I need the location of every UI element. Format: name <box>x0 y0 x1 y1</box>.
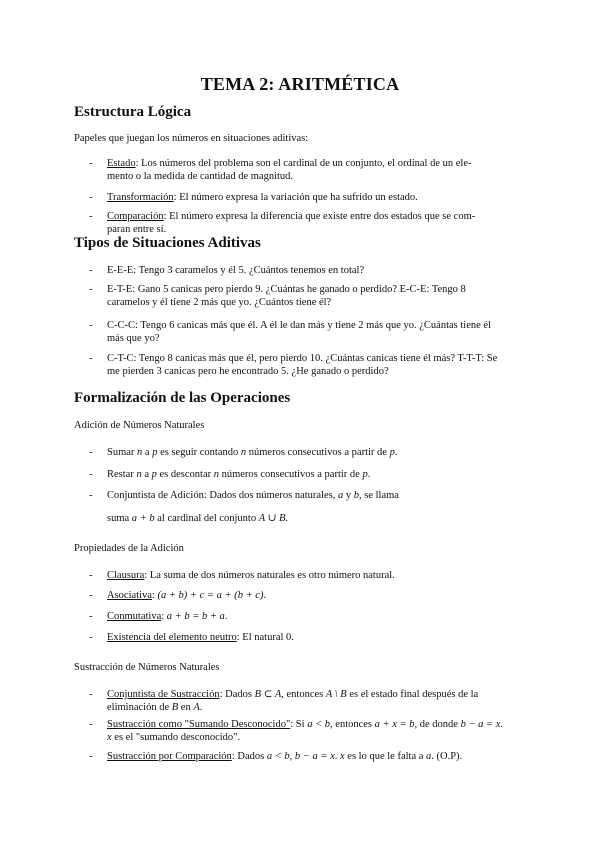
subheading-sustraccion: Sustracción de Números Naturales <box>74 662 220 673</box>
term: Sustracción por Comparación <box>107 751 232 762</box>
item-text: E-E-E: Tengo 3 caramelos y él 5. ¿Cuántos tenemos en total? <box>107 265 365 276</box>
term: Transformación <box>107 192 174 203</box>
subheading-adicion: Adición de Números Naturales <box>74 420 205 431</box>
item-text-cont: más que yo? <box>107 333 160 344</box>
bullet-dash: - <box>89 719 93 730</box>
bullet-dash: - <box>89 320 93 331</box>
item-text-cont: mento o la medida de cantidad de magnitud. <box>107 171 294 182</box>
bullet-dash: - <box>89 490 93 501</box>
term: Existencia del elemento neutro <box>107 632 237 643</box>
term: Conjuntista de Sustracción <box>107 689 220 700</box>
item-text-cont: suma a + b al cardinal del conjunto A ∪ B. <box>107 513 289 524</box>
bullet-dash: - <box>89 632 93 643</box>
term: Sustracción como "Sumando Desconocido" <box>107 719 291 730</box>
bullet-dash: - <box>89 353 93 364</box>
item-text-cont: caramelos y él tiene 2 más que yo. ¿Cuántos tiene él? <box>107 297 332 308</box>
heading-tipos-situaciones: Tipos de Situaciones Aditivas <box>74 235 261 251</box>
term: Conmutativa <box>107 611 162 622</box>
item-text: : El número expresa la variación que ha sufrido un estado. <box>173 192 418 203</box>
item-text: : El número expresa la diferencia que existe entre dos estados que se com- <box>163 211 476 222</box>
heading-estructura-logica: Estructura Lógica <box>74 104 192 120</box>
term: Estado <box>107 158 136 169</box>
bullet-dash: - <box>89 469 93 480</box>
bullet-dash: - <box>89 590 93 601</box>
subheading-propiedades: Propiedades de la Adición <box>74 543 184 554</box>
item-text-cont: me pierden 3 canicas pero he encontrado 5. ¿He ganado o perdido? <box>107 366 389 377</box>
bullet-dash: - <box>89 192 93 203</box>
bullet-dash: - <box>89 689 93 700</box>
bullet-dash: - <box>89 265 93 276</box>
bullet-dash: - <box>89 751 93 762</box>
term: Comparación <box>107 211 164 222</box>
bullet-dash: - <box>89 447 93 458</box>
item-text: : Los números del problema son el cardinal de un conjunto, el ordinal de un ele- <box>135 158 472 169</box>
term: Asociativa <box>107 590 152 601</box>
bullet-dash: - <box>89 284 93 295</box>
item-text: C-T-C: Tengo 8 canicas más que él, pero pierdo 10. ¿Cuántas canicas tiene él más? T-T-T: Se <box>107 353 498 364</box>
heading-formalizacion: Formalización de las Operaciones <box>74 390 291 406</box>
bullet-dash: - <box>89 611 93 622</box>
item-text: C-C-C: Tengo 6 canicas más que él. A él le dan más y tiene 2 más que yo. ¿Cuántas tiene él <box>107 320 491 331</box>
item-text-cont: paran entre sí. <box>107 224 167 235</box>
bullet-dash: - <box>89 158 93 169</box>
item-text: E-T-E: Gano 5 canicas pero pierdo 9. ¿Cuántas he ganado o perdido? E-C-E: Tengo 8 <box>107 284 466 295</box>
intro-paragraph: Papeles que juegan los números en situaciones aditivas: <box>74 133 309 144</box>
term: Clausura <box>107 570 145 581</box>
bullet-dash: - <box>89 570 93 581</box>
bullet-dash: - <box>89 211 93 222</box>
page-title: TEMA 2: ARITMÉTICA <box>200 74 400 94</box>
document-page: TEMA 2: ARITMÉTICA Estructura Lógica Papeles que juegan los números en situaciones aditivas: - Estado: Los números del problema son el cardinal de un conjunto, el ordinal de un ele- mento o la medida de cantidad de magnitud. - Transformación: El número expresa la variación que ha sufrido un estado. - Comparación: El número expresa la diferencia que existe entre dos estados que se com- paran entre sí. Tipos de Situaciones Aditivas - E-E-E: Tengo 3 caramelos y él 5. ¿Cuántos tenemos en total? - E-T-E: Gano 5 canicas pero pierdo 9. ¿Cuántas he ganado o perdido? E-C-E: Tengo 8 caramelos y él tiene 2 más que yo. ¿Cuántos tiene él? - C-C-C: Tengo 6 canicas más que él. A él le dan más y tiene 2 más que yo. ¿Cuántas tiene él más que yo? - C-T-C: Tengo 8 canicas más que él, pero pierdo 10. ¿Cuántas canicas tiene él más? T-T-T: Se me pierden 3 canicas pero he encontrado 5. ¿He ganado o perdido? Formalización de las Operaciones Adición de Números Naturales - Sumar n a p es seguir contando n números consecutivos a partir de p. - Restar n a p es descontar n números consecutivos a partir de p. - Conjuntista de Adición: Dados dos números naturales, a y b, se llama suma a + b al cardinal del conjunto A ∪ B. Propiedades de la Adición - Clausura: La suma de dos números naturales es otro número natural. - Asociativa: (a + b) + c = a + (b + c). - Conmutativa: a + b = b + a. - Existencia del elemento neutro: El natural 0. Sustracción de Números Naturales - Conjuntista de Sustracción: Dados B ⊂ A, entonces A \ B es el estado final después de la eliminación de B en A. - Sustracción como "Sumando Desconocido": Si a < b, entonces a + x = b, de donde b − a = x. x es el "sumando desconocido". - Sustracción por Comparación: Dados a < b, b − a = x. x es lo que le falta a a. (O.P). <box>0 0 600 848</box>
